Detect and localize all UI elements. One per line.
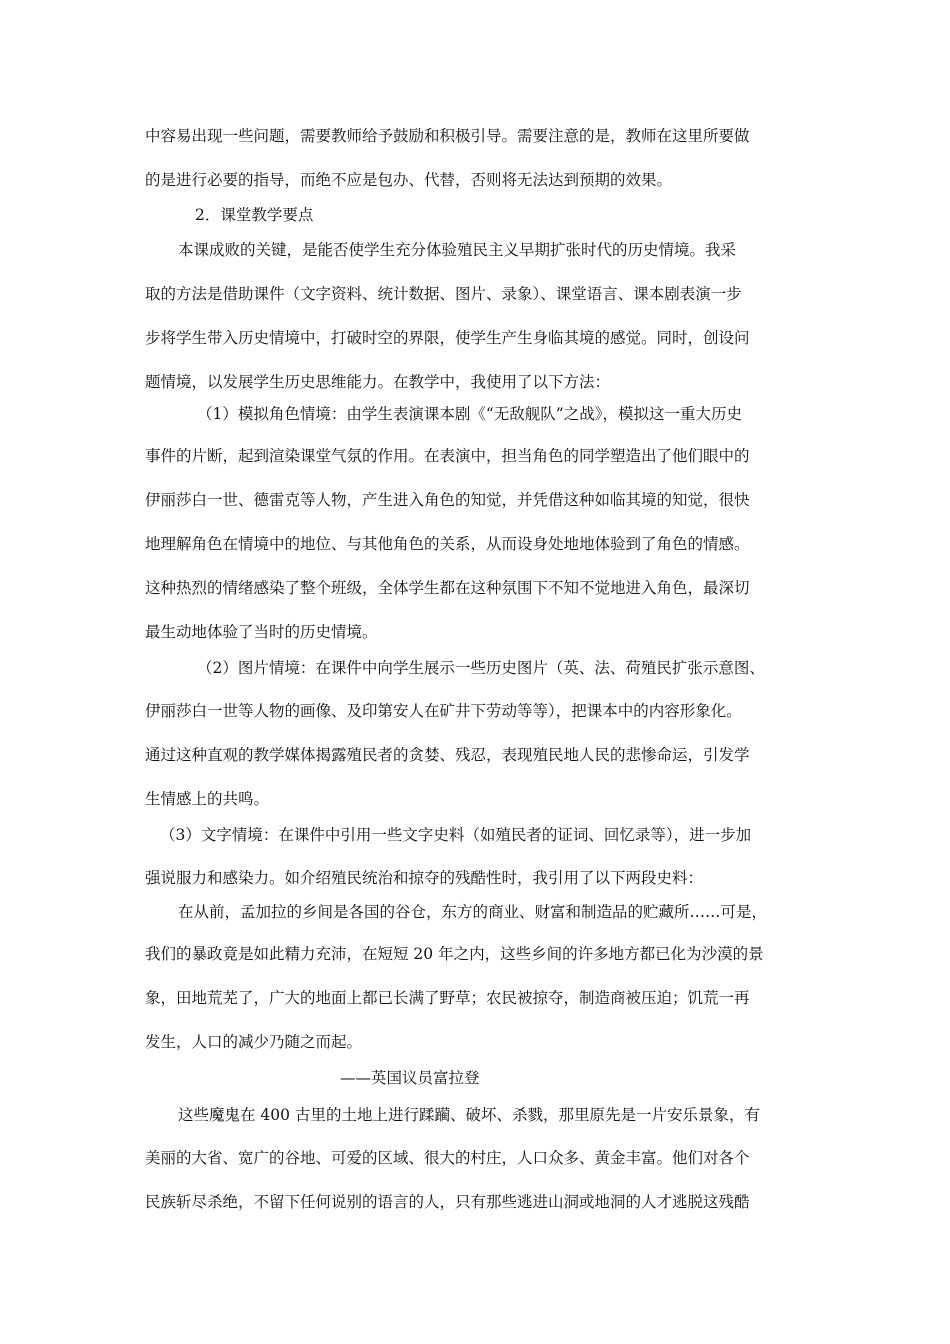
text-line: 中容易出现一些问题，需要教师给予鼓励和积极引导。需要注意的是，教师在这里所要做 xyxy=(145,127,750,145)
text-line: （1）模拟角色情境：由学生表演课本剧《“无敌舰队”之战》，模拟这一重大历史 xyxy=(197,405,742,423)
section-heading: 2．课堂教学要点 xyxy=(195,206,314,224)
text-line: 伊丽莎白一世、德雷克等人物，产生进入角色的知觉，并凭借这种如临其境的知觉，很快 xyxy=(145,491,750,509)
text-line: （2）图片情境：在课件中向学生展示一些历史图片（英、法、荷殖民扩张示意图、 xyxy=(197,659,765,677)
quote-line: 美丽的大省、宽广的谷地、可爱的区域、很大的村庄，人口众多、黄金丰富。他们对各个 xyxy=(145,1149,750,1167)
text-line: 事件的片断，起到渲染课堂气氛的作用。在表演中，担当角色的同学塑造出了他们眼中的 xyxy=(145,447,750,465)
quote-line: 我们的暴政竟是如此精力充沛，在短短 20 年之内，这些乡间的许多地方都已化为沙漠的景 xyxy=(145,945,764,963)
quote-line: 象，田地荒芜了，广大的地面上都已长满了野草；农民被掠夺，制造商被压迫；饥荒一再 xyxy=(145,989,750,1007)
text-line: 题情境，以发展学生历史思维能力。在教学中，我使用了以下方法： xyxy=(145,373,611,391)
quote-attribution: ——英国议员富拉登 xyxy=(340,1069,480,1087)
text-line: （3）文字情境：在课件中引用一些文字史料（如殖民者的证词、回忆录等），进一步加 xyxy=(160,826,752,844)
text-line: 取的方法是借助课件（文字资料、统计数据、图片、录象）、课堂语言、课本剧表演一步 xyxy=(145,285,742,303)
text-line: 强说服力和感染力。如介绍殖民统治和掠夺的残酷性时，我引用了以下两段史料： xyxy=(145,869,704,887)
text-line: 伊丽莎白一世等人物的画像、及印第安人在矿井下劳动等等），把课本中的内容形象化。 xyxy=(145,702,742,720)
text-line: 最生动地体验了当时的历史情境。 xyxy=(145,623,378,641)
text-line: 通过这种直观的教学媒体揭露殖民者的贪婪、残忍，表现殖民地人民的悲惨命运，引发学 xyxy=(145,746,750,764)
quote-line: 民族斩尽杀绝，不留下任何说别的语言的人，只有那些逃进山洞或地洞的人才逃脱这残酷 xyxy=(145,1193,750,1211)
text-line: 地理解角色在情境中的地位、与其他角色的关系，从而设身处地地体验到了角色的情感。 xyxy=(145,535,750,553)
text-line: 本课成败的关键，是能否使学生充分体验殖民主义早期扩张时代的历史情境。我采 xyxy=(178,241,737,259)
quote-line: 在从前，孟加拉的乡间是各国的谷仓，东方的商业、财富和制造品的贮藏所……可是， xyxy=(178,903,768,921)
text-line: 步将学生带入历史情境中，打破时空的界限，使学生产生身临其境的感觉。同时，创设问 xyxy=(145,329,750,347)
quote-line: 发生，人口的减少乃随之而起。 xyxy=(145,1033,363,1051)
text-line: 这种热烈的情绪感染了整个班级，全体学生都在这种氛围下不知不觉地进入角色，最深切 xyxy=(145,579,750,597)
text-line: 生情感上的共鸣。 xyxy=(145,790,270,808)
quote-line: 这些魔鬼在 400 古里的土地上进行蹂躏、破坏、杀戮，那里原先是一片安乐景象，有 xyxy=(178,1106,760,1124)
text-line: 的是进行必要的指导，而绝不应是包办、代替，否则将无法达到预期的效果。 xyxy=(145,171,673,189)
